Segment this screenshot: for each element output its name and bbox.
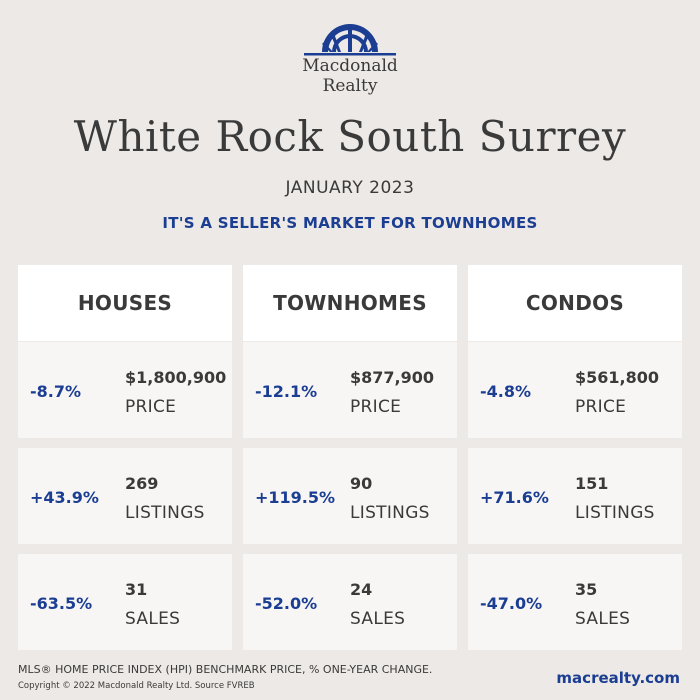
column-condos: [468, 265, 682, 629]
percent-change: -47.0%: [480, 594, 543, 613]
stat-label: SALES: [350, 609, 406, 629]
stat-card-price: [468, 342, 682, 438]
column-header: TOWNHOMES: [243, 265, 457, 341]
stat-value: 90: [350, 474, 373, 493]
footer-copyright: Copyright © 2022 Macdonald Realty Ltd. Source FVREB: [18, 681, 255, 691]
stat-label: LISTINGS: [350, 503, 430, 523]
stat-label: SALES: [575, 609, 631, 629]
column-header: CONDOS: [468, 265, 682, 341]
sunburst-arch-logo-icon: [300, 22, 400, 56]
brand-logo: [0, 22, 700, 96]
stat-label: PRICE: [125, 397, 177, 417]
stat-label: PRICE: [350, 397, 402, 417]
stat-card-listings: [18, 448, 232, 544]
stat-card-price: [243, 342, 457, 438]
stat-card-sales: [18, 554, 232, 650]
page-title: White Rock South Surrey: [73, 112, 627, 161]
stat-card-price: [18, 342, 232, 438]
percent-change: -52.0%: [255, 594, 318, 613]
stat-value: $561,800: [575, 368, 660, 387]
stat-label: LISTINGS: [575, 503, 655, 523]
percent-change: -8.7%: [30, 382, 82, 401]
market-tagline: IT'S A SELLER'S MARKET FOR TOWNHOMES: [162, 214, 538, 232]
stat-card-sales: [468, 554, 682, 650]
website-link[interactable]: macrealty.com: [556, 669, 680, 687]
column-houses: [18, 265, 232, 629]
stat-value: 151: [575, 474, 609, 493]
percent-change: +43.9%: [30, 488, 99, 507]
footer-note: MLS® HOME PRICE INDEX (HPI) BENCHMARK PRICE, % ONE-YEAR CHANGE.: [18, 663, 433, 676]
stat-value: 269: [125, 474, 159, 493]
brand-name-line2: Realty: [322, 76, 378, 96]
stat-label: SALES: [125, 609, 181, 629]
percent-change: +71.6%: [480, 488, 549, 507]
percent-change: -4.8%: [480, 382, 532, 401]
percent-change: -63.5%: [30, 594, 93, 613]
percent-change: +119.5%: [255, 488, 336, 507]
stat-card-listings: [243, 448, 457, 544]
stat-value: 24: [350, 580, 373, 599]
column-townhomes: [243, 265, 457, 629]
stat-value: 35: [575, 580, 598, 599]
percent-change: -12.1%: [255, 382, 318, 401]
report-month: JANUARY 2023: [285, 178, 415, 198]
column-header: HOUSES: [18, 265, 232, 341]
stat-card-listings: [468, 448, 682, 544]
stat-value: $877,900: [350, 368, 435, 387]
stat-label: LISTINGS: [125, 503, 205, 523]
stat-label: PRICE: [575, 397, 627, 417]
brand-name-line1: Macdonald: [302, 56, 398, 76]
stat-value: $1,800,900: [125, 368, 227, 387]
stat-value: 31: [125, 580, 148, 599]
stat-card-sales: [243, 554, 457, 650]
